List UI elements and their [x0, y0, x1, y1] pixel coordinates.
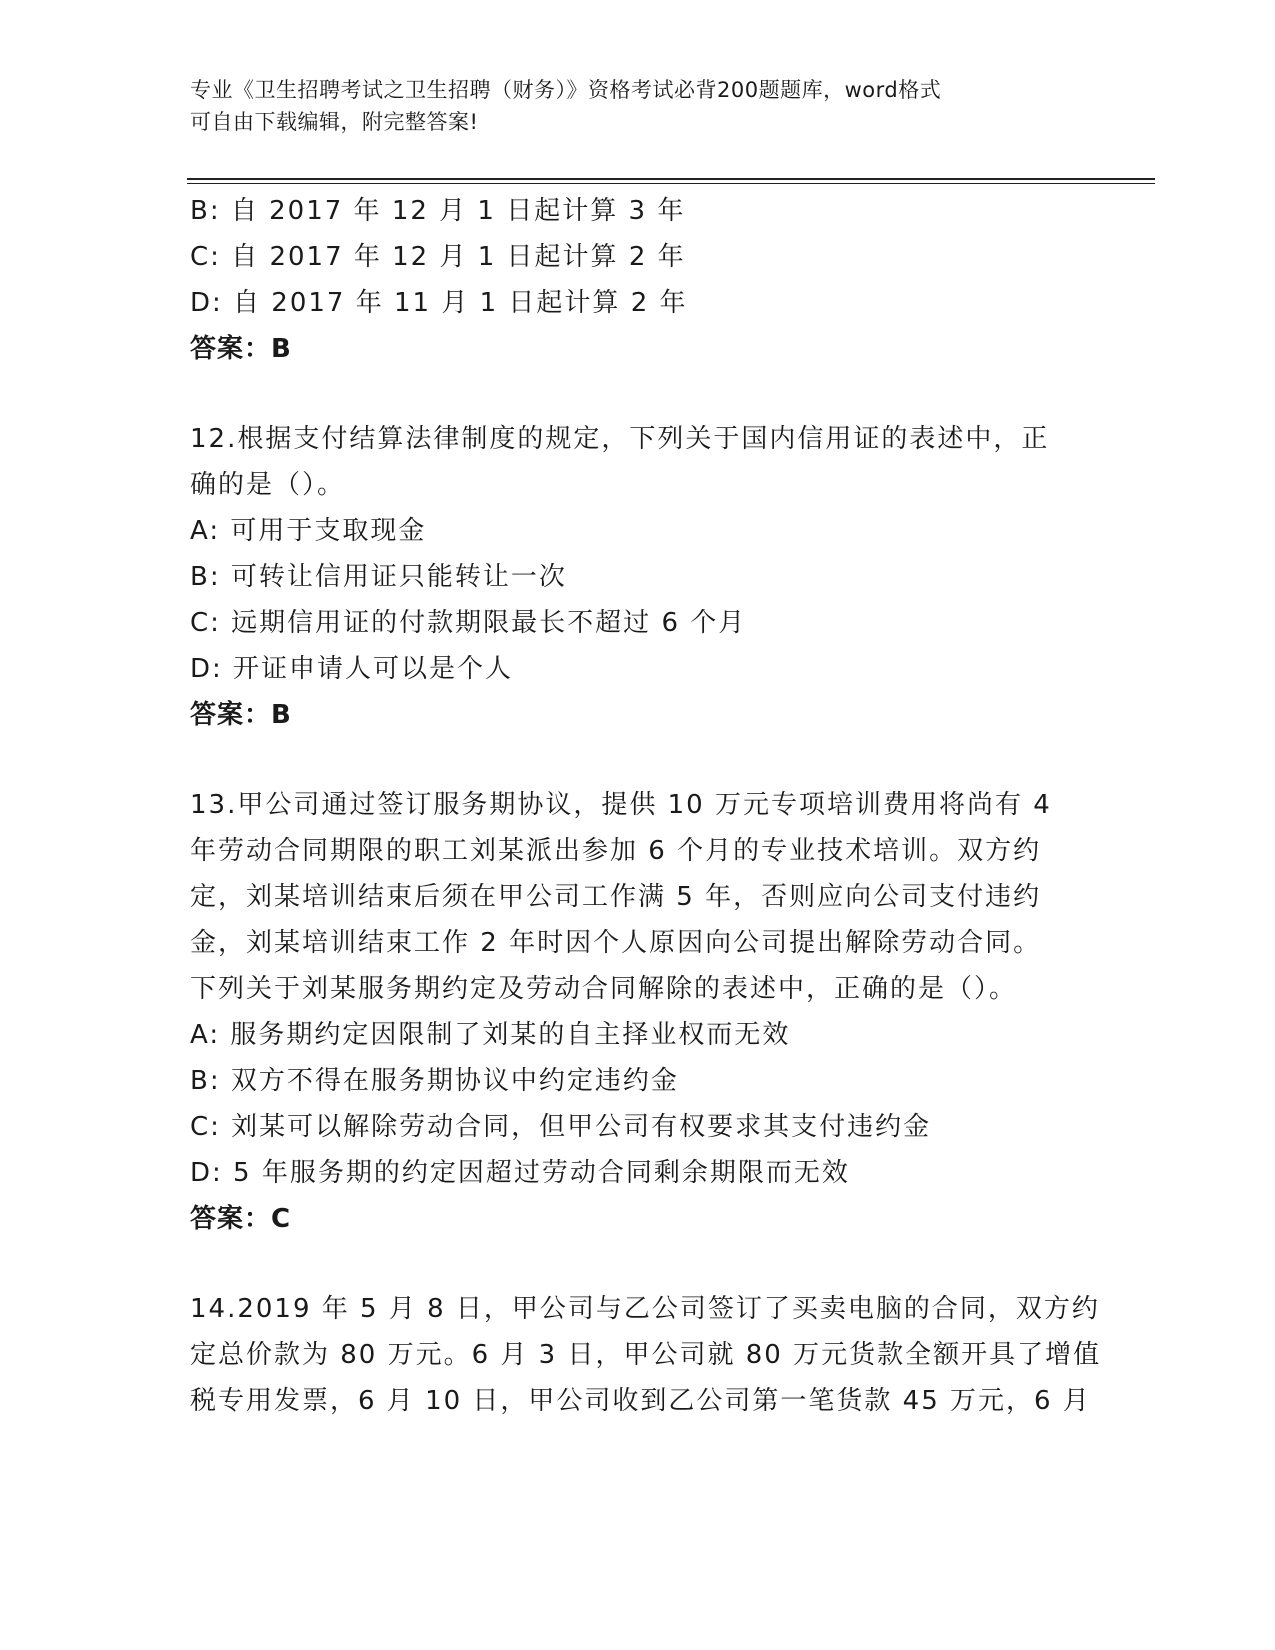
header-divider-thin [187, 183, 1155, 184]
question-stem-line: 12.根据支付结算法律制度的规定，下列关于国内信用证的表述中，正 [190, 424, 1050, 454]
question-stem-line: 14.2019 年 5 月 8 日，甲公司与乙公司签订了买卖电脑的合同，双方约 [190, 1294, 1100, 1324]
answer: 答案：B [190, 334, 292, 364]
option-a: A: 可用于支取现金 [190, 516, 427, 546]
option-d: D: 5 年服务期的约定因超过劳动合同剩余期限而无效 [190, 1158, 850, 1188]
option-a: A: 服务期约定因限制了刘某的自主择业权而无效 [190, 1020, 791, 1050]
question-stem-line: 金，刘某培训结束工作 2 年时因个人原因向公司提出解除劳动合同。 [190, 928, 1042, 958]
option-b: B: 可转让信用证只能转让一次 [190, 562, 567, 592]
option-b: B: 双方不得在服务期协议中约定违约金 [190, 1066, 679, 1096]
spacer [190, 372, 1090, 416]
option-b: B: 自 2017 年 12 月 1 日起计算 3 年 [190, 196, 686, 226]
header-line-2: 可自由下载编辑，附完整答案! [190, 110, 479, 134]
header-divider-thick [187, 178, 1155, 180]
answer: 答案：B [190, 700, 292, 730]
option-d: D: 开证申请人可以是个人 [190, 654, 514, 684]
question-14-fragment [190, 1286, 1102, 1424]
option-c: C: 远期信用证的付款期限最长不超过 6 个月 [190, 608, 747, 638]
option-d: D: 自 2017 年 11 月 1 日起计算 2 年 [190, 288, 688, 318]
question-12 [190, 416, 1090, 738]
question-stem-line: 定总价款为 80 万元。6 月 3 日，甲公司就 80 万元货款全额开具了增值 [190, 1340, 1102, 1370]
option-c: C: 刘某可以解除劳动合同，但甲公司有权要求其支付违约金 [190, 1112, 932, 1142]
document-header [190, 74, 1090, 138]
question-stem-line: 年劳动合同期限的职工刘某派出参加 6 个月的专业技术培训。双方约 [190, 836, 1042, 866]
question-stem-line: 定，刘某培训结束后须在甲公司工作满 5 年，否则应向公司支付违约 [190, 882, 1042, 912]
question-stem-line: 确的是（）。 [190, 470, 346, 500]
question-stem-line: 13.甲公司通过签订服务期协议，提供 10 万元专项培训费用将尚有 4 [190, 790, 1052, 820]
question-13 [190, 782, 1090, 1242]
question-11-fragment [190, 188, 1090, 372]
spacer [190, 738, 1090, 782]
header-line-1: 专业《卫生招聘考试之卫生招聘（财务）》资格考试必背200题题库，word格式 [190, 78, 942, 102]
answer: 答案：C [190, 1204, 292, 1234]
document-body [190, 188, 1102, 1424]
spacer [190, 1242, 1090, 1286]
question-stem-line: 下列关于刘某服务期约定及劳动合同解除的表述中，正确的是（）。 [190, 974, 1018, 1004]
option-c: C: 自 2017 年 12 月 1 日起计算 2 年 [190, 242, 686, 272]
question-stem-line: 税专用发票，6 月 10 日，甲公司收到乙公司第一笔货款 45 万元，6 月 [190, 1386, 1091, 1416]
